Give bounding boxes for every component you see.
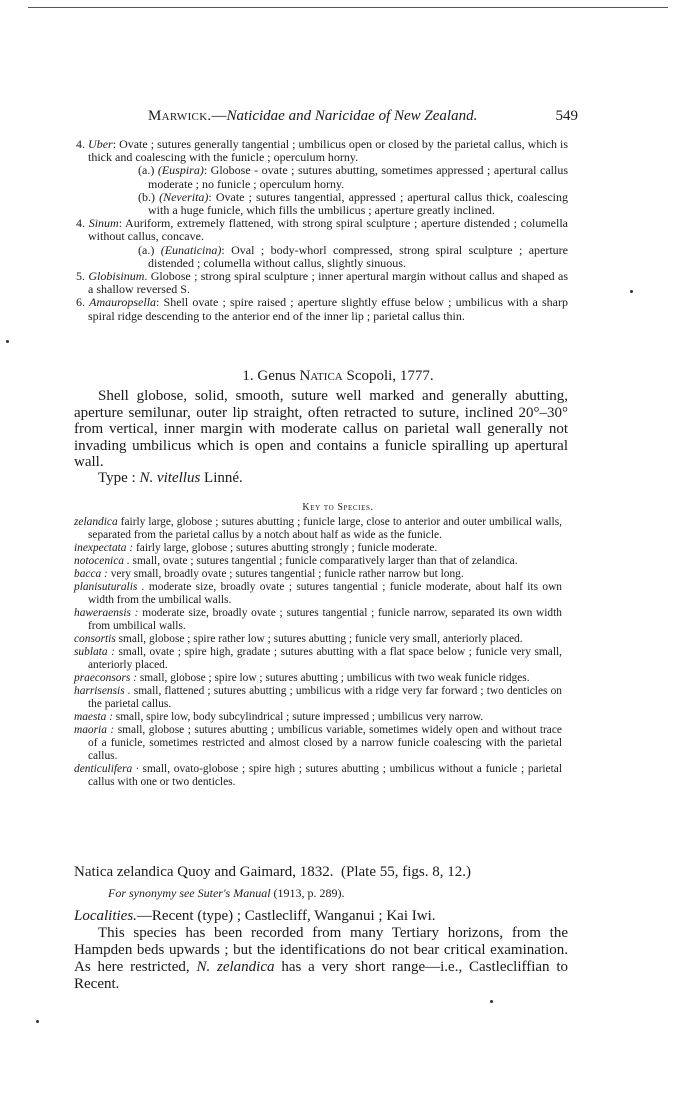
key-species-name: inexpectata : xyxy=(74,542,134,554)
remarks-after: has a very short range—i.e., Castlecliffian to Recent. xyxy=(74,959,569,992)
key-entry xyxy=(74,763,562,789)
key-entry xyxy=(74,724,562,763)
page-number: 549 xyxy=(555,108,578,124)
key-entry xyxy=(74,568,562,581)
remarks-species: N. zelandica xyxy=(196,959,275,975)
entry-number: 5. xyxy=(76,269,89,284)
key-entry xyxy=(74,685,562,711)
key-species-text: moderate size, broadly ovate ; sutures tangential ; funicle narrow, separated its own width from umbilical walls. xyxy=(88,607,562,632)
entry-number: (a.) xyxy=(138,163,158,178)
key-species-name: maoria : xyxy=(74,724,115,736)
print-speck xyxy=(630,290,633,293)
key-species-name: denticulifera · xyxy=(74,763,139,775)
key-species-name: zelandica xyxy=(74,516,118,528)
key-species-text: small, globose ; spire rather low ; sutures abutting ; funicle very small, anteriorly placed. xyxy=(115,633,523,645)
entry-text: : Shell ovate ; spire raised ; aperture slightly effuse below ; umbilicus with a sharp spiral ridge descending to the anterior end of the inner lip ; parietal callus thin. xyxy=(88,295,569,323)
type-species: N. vitellus xyxy=(139,470,201,486)
entry-name: Sinum xyxy=(88,216,119,231)
entry-number: 4. xyxy=(76,137,89,151)
key-entry xyxy=(74,516,562,542)
genus-authority: Scopoli, 1777. xyxy=(346,368,434,384)
key-species-text: small, globose ; sutures abutting ; umbilicus variable, sometimes widely open and without trace of a funicle, sometimes restricted and almost closed by a narrow funicle coalescing with the parietal callus. xyxy=(88,724,562,762)
print-speck xyxy=(6,340,9,343)
species-name: Natica zelandica Quoy and Gaimard, 1832. xyxy=(74,864,334,880)
key-species-name: planisuturalis . xyxy=(74,581,145,593)
entry-number: 6. xyxy=(76,295,90,310)
synonymy-suffix: (1913, p. 289). xyxy=(273,886,345,900)
entry-text: : Globose - ovate ; sutures abutting, sometimes appressed ; apertural callus moderate ; no funicle ; operculum horny. xyxy=(148,163,568,191)
key-species-name: haweraensis : xyxy=(74,607,139,619)
entry-name: (Eunaticina) xyxy=(160,242,222,257)
print-speck xyxy=(36,1020,39,1023)
key-species-text: small, ovato-globose ; spire high ; sutures abutting ; umbilicus without a funicle ; parietal callus with one or two denticles. xyxy=(88,763,562,788)
entry-name: (Euspira) xyxy=(157,163,204,178)
key-entry xyxy=(74,672,562,685)
remarks-before: This species has been recorded from many Tertiary horizons, from the Hampden beds upwards ; but the identifications do not bear critical examination. As here restricted, xyxy=(74,925,568,975)
key-species-name: sublata : xyxy=(74,646,115,658)
key-species-text: small, spire low, body subcylindrical ; suture impressed ; umbilicus very narrow. xyxy=(112,711,484,723)
running-header xyxy=(148,108,578,125)
synonymy-work: Manual xyxy=(233,886,271,900)
key-entry xyxy=(74,633,562,646)
entry-name: Globisinum xyxy=(88,269,145,284)
genus-name: Natica xyxy=(299,368,343,384)
key-entry xyxy=(74,607,562,633)
synonymy-line xyxy=(108,886,345,901)
genus-entry xyxy=(76,296,568,322)
header-title: Naticidae and Naricidae of New Zealand. xyxy=(226,108,478,124)
key-species-text: fairly large, globose ; sutures abutting ; funicle large, close to anterior and outer umbilical walls, separated from the parietal callus by a notch about half as wide as the funicle. xyxy=(88,516,562,541)
type-author: Linné. xyxy=(204,470,243,486)
type-line xyxy=(98,470,568,487)
localities-block xyxy=(74,908,568,993)
genera-list xyxy=(76,138,568,323)
header-running-title: Marwick.—Naticidae and Naricidae of New Zealand. xyxy=(148,108,478,124)
subgenus-entry xyxy=(76,164,568,190)
print-speck xyxy=(490,1000,493,1003)
entry-name: (Neverita) xyxy=(159,189,209,204)
key-species-name: notocenica . xyxy=(74,555,130,567)
type-label: Type : xyxy=(98,470,136,486)
key-species-text: fairly large, globose ; sutures abutting strongly ; funicle moderate. xyxy=(133,542,438,554)
entry-text: : Auriform, extremely flattened, with strong spiral sculpture ; aperture distended ; columella without callus, concave. xyxy=(88,216,568,244)
key-entry xyxy=(74,646,562,672)
entry-text: : Ovate ; sutures generally tangential ; umbilicus open or closed by the parietal callus, which is thick and coalescing with the funicle ; operculum horny. xyxy=(88,137,569,165)
synonymy-prefix: For synonymy see Suter's xyxy=(108,886,231,900)
key-entry xyxy=(74,711,562,724)
entry-number: 4. xyxy=(76,216,89,231)
entry-number: (a.) xyxy=(138,242,161,257)
key-entry xyxy=(74,542,562,555)
species-heading xyxy=(74,864,568,881)
key-species-name: praeconsors : xyxy=(74,672,137,684)
entry-text: : Ovate ; sutures tangential, appressed ; apertural callus thick, coalescing with a huge funicle, which fills the umbilicus ; aperture greatly inclined. xyxy=(148,189,569,218)
localities-text: —Recent (type) ; Castlecliff, Wanganui ; Kai Iwi. xyxy=(136,908,436,924)
key-species-name: bacca : xyxy=(74,568,108,580)
top-rule xyxy=(28,7,668,8)
subgenus-entry xyxy=(76,244,568,270)
genus-entry xyxy=(76,270,568,296)
key-species-text: small, flattened ; sutures abutting ; umbilicus with a ridge very far forward ; two denticles on the parietal callus. xyxy=(88,685,562,710)
key-species-text: small, ovate ; sutures tangential ; funicle comparatively larger than that of zelandica. xyxy=(129,555,518,567)
remarks-paragraph xyxy=(74,925,568,993)
key-species-text: small, ovate ; spire high, gradate ; sutures abutting with a flat space below ; funicle very small, anteriorly placed. xyxy=(88,646,563,671)
species-key xyxy=(74,516,562,789)
localities-label: Localities. xyxy=(74,908,137,924)
entry-text: . Globose ; strong spiral sculpture ; inner apertural margin without callus and shaped as a shallow reversed S. xyxy=(88,269,569,297)
header-author: Marwick. xyxy=(148,108,212,124)
key-species-name: maesta : xyxy=(74,711,113,723)
genus-number: 1. Genus xyxy=(242,368,296,384)
entry-name: Uber xyxy=(88,137,113,151)
localities-line xyxy=(74,908,568,925)
key-species-name: harrisensis . xyxy=(74,685,131,697)
key-entry xyxy=(74,555,562,568)
genus-entry xyxy=(76,217,568,243)
key-species-text: very small, broadly ovate ; sutures tangential ; funicle rather narrow but long. xyxy=(107,568,464,580)
plate-reference: (Plate 55, figs. 8, 12.) xyxy=(340,864,471,880)
entry-number: (b.) xyxy=(138,189,160,204)
key-species-text: moderate size, broadly ovate ; sutures tangential ; funicle moderate, about half its own width from the umbilical walls. xyxy=(88,581,562,606)
entry-name: Amauropsella xyxy=(89,295,157,310)
subgenus-entry xyxy=(76,191,568,217)
key-title: Key to Species. xyxy=(302,502,374,513)
genus-entry xyxy=(76,138,568,164)
genus-heading xyxy=(0,368,676,385)
genus-description: Shell globose, solid, smooth, suture well marked and generally abutting, aperture semilunar, outer lip straight, often retracted to suture, inclined 20°–30° from vertical, inner margin with moderate callus on parietal wall generally not invading umbilicus which is open and contains a funicle spiralling up apertural wall. xyxy=(74,388,568,470)
entry-text: : Oval ; body-whorl compressed, strong spiral sculpture ; aperture distended ; columella without callus, slightly sinuous. xyxy=(148,242,568,270)
key-species-name: consortis xyxy=(74,633,116,645)
key-species-text: small, globose ; spire low ; sutures abutting ; umbilicus with two weak funicle ridges. xyxy=(136,672,530,684)
key-entry xyxy=(74,581,562,607)
